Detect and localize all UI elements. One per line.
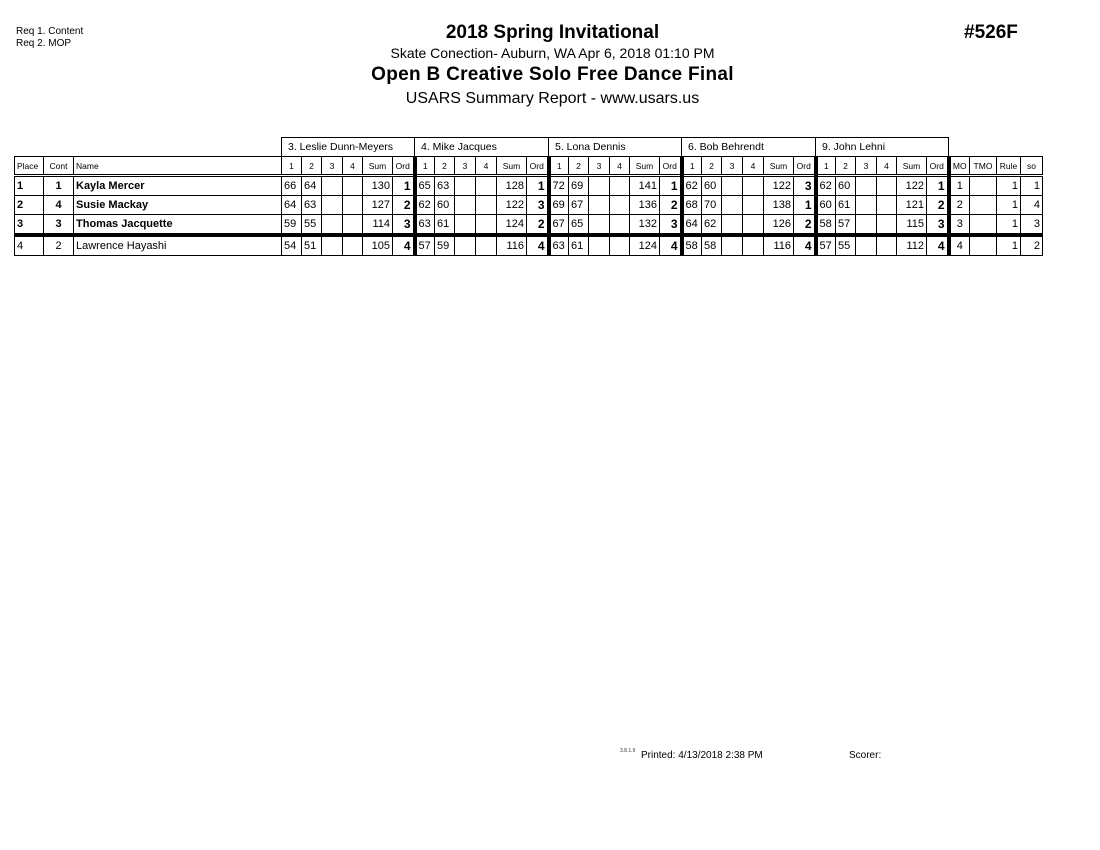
score-3-cell [856,235,877,256]
score-1-cell: 58 [816,215,836,236]
score-2-cell: 62 [702,215,722,236]
col-j3-s3: 3 [589,157,610,176]
score-sum-cell: 124 [497,215,527,236]
skater-name-cell: Susie Mackay [74,196,282,215]
score-1-cell: 58 [682,235,702,256]
score-4-cell [743,196,764,215]
score-sum-cell: 128 [497,176,527,196]
scorer-label: Scorer: [849,750,882,761]
score-sum-cell: 136 [630,196,660,215]
mo-cell: 2 [949,196,970,215]
score-1-cell: 63 [549,235,569,256]
so-cell: 4 [1021,196,1043,215]
ordinal-cell: 3 [393,215,415,236]
col-j4-ord: Ord [794,157,816,176]
col-j5-sum: Sum [897,157,927,176]
score-3-cell [722,235,743,256]
mo-cell: 3 [949,215,970,236]
mo-cell: 1 [949,176,970,196]
ordinal-cell: 3 [660,215,682,236]
score-1-cell: 66 [282,176,302,196]
score-sum-cell: 116 [764,235,794,256]
score-3-cell [455,196,476,215]
score-4-cell [610,235,630,256]
score-3-cell [589,176,610,196]
tmo-cell [970,196,997,215]
rule-cell: 1 [997,176,1021,196]
judge-header-2: 4. Mike Jacques [415,138,549,157]
score-3-cell [322,176,343,196]
requirement-2: Req 2. MOP [16,38,72,49]
score-3-cell [856,196,877,215]
score-2-cell: 65 [569,215,589,236]
place-cell: 2 [15,196,44,215]
score-sum-cell: 130 [363,176,393,196]
score-3-cell [322,196,343,215]
ordinal-cell: 3 [527,196,549,215]
col-j2-sum: Sum [497,157,527,176]
score-sum-cell: 116 [497,235,527,256]
venue-date-line: Skate Conection- Auburn, WA Apr 6, 2018 01:10 PM [390,45,715,61]
score-4-cell [476,176,497,196]
table-row [15,176,1043,196]
col-j5-s2: 2 [836,157,856,176]
col-j3-s1: 1 [549,157,569,176]
contestant-number-cell: 4 [44,196,74,215]
score-1-cell: 62 [816,176,836,196]
score-sum-cell: 132 [630,215,660,236]
ordinal-cell: 4 [660,235,682,256]
tmo-cell [970,215,997,236]
score-sum-cell: 138 [764,196,794,215]
ordinal-cell: 2 [393,196,415,215]
score-1-cell: 62 [682,176,702,196]
rule-cell: 1 [997,235,1021,256]
col-j3-sum: Sum [630,157,660,176]
score-sum-cell: 141 [630,176,660,196]
tmo-cell [970,235,997,256]
col-cont: Cont [44,157,74,176]
score-2-cell: 67 [569,196,589,215]
score-4-cell [743,235,764,256]
score-2-cell: 63 [435,176,455,196]
requirement-1: Req 1. Content [16,26,84,37]
version-label: 3.8.1.9 [620,748,636,754]
report-title: USARS Summary Report - www.usars.us [405,90,700,107]
tmo-cell [970,176,997,196]
col-rule: Rule [997,157,1021,176]
score-sum-cell: 127 [363,196,393,215]
event-title: Open B Creative Solo Free Dance Final [371,64,734,85]
so-cell: 3 [1021,215,1043,236]
score-4-cell [610,196,630,215]
score-4-cell [610,176,630,196]
table-row [15,235,1043,256]
score-sum-cell: 112 [897,235,927,256]
ordinal-cell: 4 [927,235,949,256]
score-3-cell [455,176,476,196]
score-4-cell [877,215,897,236]
col-j5-s4: 4 [877,157,897,176]
score-4-cell [476,235,497,256]
score-4-cell [343,215,363,236]
score-sum-cell: 126 [764,215,794,236]
col-name: Name [74,157,282,176]
score-2-cell: 64 [302,176,322,196]
score-1-cell: 57 [415,235,435,256]
score-3-cell [722,176,743,196]
score-2-cell: 60 [435,196,455,215]
so-cell: 2 [1021,235,1043,256]
score-3-cell [589,215,610,236]
place-cell: 3 [15,215,44,236]
score-2-cell: 61 [569,235,589,256]
score-1-cell: 59 [282,215,302,236]
col-j3-s4: 4 [610,157,630,176]
table-row [15,196,1043,215]
score-4-cell [877,235,897,256]
col-j5-ord: Ord [927,157,949,176]
col-j1-s2: 2 [302,157,322,176]
ordinal-cell: 3 [927,215,949,236]
score-2-cell: 59 [435,235,455,256]
competition-title: 2018 Spring Invitational [445,22,660,43]
col-mo: MO [949,157,970,176]
printed-timestamp: Printed: 4/13/2018 2:38 PM [641,750,763,761]
score-sum-cell: 114 [363,215,393,236]
col-j4-s3: 3 [722,157,743,176]
score-2-cell: 51 [302,235,322,256]
ordinal-cell: 2 [927,196,949,215]
skater-name-cell: Lawrence Hayashi [74,235,282,256]
score-2-cell: 60 [836,176,856,196]
ordinal-cell: 1 [527,176,549,196]
rule-cell: 1 [997,215,1021,236]
ordinal-cell: 1 [927,176,949,196]
score-4-cell [343,176,363,196]
ordinal-cell: 3 [794,176,816,196]
score-1-cell: 67 [549,215,569,236]
score-sum-cell: 124 [630,235,660,256]
score-3-cell [589,235,610,256]
score-1-cell: 64 [282,196,302,215]
judge-names-row [15,138,1043,157]
col-j4-s1: 1 [682,157,702,176]
summary-table [14,137,1043,256]
col-j5-s1: 1 [816,157,836,176]
score-2-cell: 69 [569,176,589,196]
column-header-row [15,157,1043,176]
ordinal-cell: 4 [794,235,816,256]
score-3-cell [322,235,343,256]
col-j1-s1: 1 [282,157,302,176]
ordinal-cell: 1 [393,176,415,196]
so-cell: 1 [1021,176,1043,196]
ordinal-cell: 4 [527,235,549,256]
col-j5-s3: 3 [856,157,877,176]
contestant-number-cell: 1 [44,176,74,196]
place-cell: 4 [15,235,44,256]
score-4-cell [610,215,630,236]
score-4-cell [877,196,897,215]
score-2-cell: 61 [435,215,455,236]
score-1-cell: 68 [682,196,702,215]
judge-header-1: 3. Leslie Dunn-Meyers [282,138,415,157]
score-2-cell: 63 [302,196,322,215]
ordinal-cell: 2 [527,215,549,236]
score-2-cell: 55 [302,215,322,236]
col-j2-s3: 3 [455,157,476,176]
skater-name-cell: Kayla Mercer [74,176,282,196]
ordinal-cell: 1 [794,196,816,215]
col-j1-s3: 3 [322,157,343,176]
col-so: so [1021,157,1043,176]
score-1-cell: 57 [816,235,836,256]
score-3-cell [322,215,343,236]
score-2-cell: 70 [702,196,722,215]
ordinal-cell: 4 [393,235,415,256]
score-1-cell: 60 [816,196,836,215]
col-j4-s4: 4 [743,157,764,176]
contestant-number-cell: 2 [44,235,74,256]
score-sum-cell: 122 [497,196,527,215]
score-1-cell: 62 [415,196,435,215]
col-place: Place [15,157,44,176]
col-j1-s4: 4 [343,157,363,176]
col-j2-s1: 1 [415,157,435,176]
score-4-cell [877,176,897,196]
score-1-cell: 65 [415,176,435,196]
score-2-cell: 61 [836,196,856,215]
score-4-cell [476,196,497,215]
score-3-cell [856,176,877,196]
score-1-cell: 64 [682,215,702,236]
score-2-cell: 55 [836,235,856,256]
score-3-cell [589,196,610,215]
score-2-cell: 57 [836,215,856,236]
skater-name-cell: Thomas Jacquette [74,215,282,236]
score-sum-cell: 105 [363,235,393,256]
score-4-cell [743,176,764,196]
col-j2-s2: 2 [435,157,455,176]
ordinal-cell: 1 [660,176,682,196]
score-3-cell [455,215,476,236]
score-2-cell: 58 [702,235,722,256]
col-j3-s2: 2 [569,157,589,176]
judge-header-4: 6. Bob Behrendt [682,138,816,157]
score-4-cell [343,235,363,256]
col-j4-sum: Sum [764,157,794,176]
col-j1-sum: Sum [363,157,393,176]
table-row [15,215,1043,236]
col-j2-s4: 4 [476,157,497,176]
col-tmo: TMO [970,157,997,176]
score-2-cell: 60 [702,176,722,196]
score-1-cell: 72 [549,176,569,196]
score-4-cell [476,215,497,236]
score-3-cell [455,235,476,256]
score-3-cell [722,196,743,215]
score-sum-cell: 122 [764,176,794,196]
score-3-cell [722,215,743,236]
col-j3-ord: Ord [660,157,682,176]
score-sum-cell: 122 [897,176,927,196]
judge-header-3: 5. Lona Dennis [549,138,682,157]
col-j1-ord: Ord [393,157,415,176]
judge-header-5: 9. John Lehni [816,138,949,157]
mo-cell: 4 [949,235,970,256]
score-4-cell [343,196,363,215]
score-1-cell: 54 [282,235,302,256]
score-1-cell: 69 [549,196,569,215]
score-4-cell [743,215,764,236]
rule-cell: 1 [997,196,1021,215]
score-3-cell [856,215,877,236]
col-j2-ord: Ord [527,157,549,176]
score-1-cell: 63 [415,215,435,236]
contestant-number-cell: 3 [44,215,74,236]
event-number: #526F [964,22,1018,43]
ordinal-cell: 2 [794,215,816,236]
ordinal-cell: 2 [660,196,682,215]
score-sum-cell: 115 [897,215,927,236]
place-cell: 1 [15,176,44,196]
col-j4-s2: 2 [702,157,722,176]
score-sum-cell: 121 [897,196,927,215]
